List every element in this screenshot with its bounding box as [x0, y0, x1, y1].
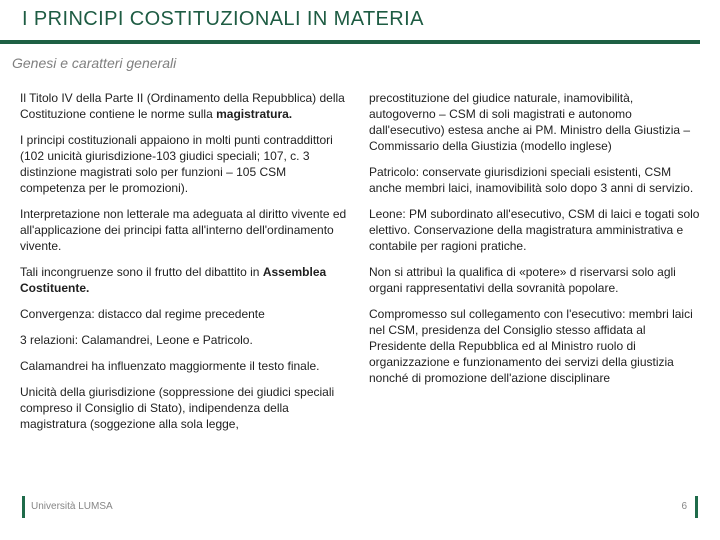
paragraph-text: precostituzione del giudice naturale, inamovibilità, autogoverno – CSM di soli magistrati e autonomo dall'esecutivo) estesa anche ai PM. Ministro della Giustizia – Commissario della Giustizia (modello inglese) — [369, 91, 691, 153]
paragraph-text-bold: Assemblea Costituente. — [20, 265, 327, 295]
paragraph-text: Convergenza: distacco dal regime precedente — [20, 307, 265, 321]
paragraph — [369, 264, 701, 296]
paragraph-text: Compromesso sul collegamento con l'esecutivo: membri laici nel CSM, presidenza del Consiglio stesso affidata al Presidente della Repubblica ed al Ministro ruolo di organizzazione e funzionamento dei servizi della giustizia nonché di promozione dell'azione disciplinare — [369, 307, 693, 385]
paragraph-text: I principi costituzionali appaiono in molti punti contraddittori (102 unicità giurisdizione-103 giudici speciali; 107, c. 3 distinzione magistrati solo per funzioni – 105 CSM competenza per le promozioni). — [20, 133, 333, 195]
slide-title: I PRINCIPI COSTITUZIONALI IN MATERIA — [22, 8, 424, 30]
footer-accent-bar-right — [695, 496, 698, 518]
paragraph-text: Tali incongruenze sono il frutto del dibattito in — [20, 265, 263, 279]
paragraph-text: Non si attribuì la qualifica di «potere» d riservarsi solo agli organi rappresentativi della sovranità popolare. — [369, 265, 676, 295]
paragraph-text: Interpretazione non letterale ma adeguata al diritto vivente ed all'applicazione dei principi fatta all'interno dell'ordinamento vivente. — [20, 207, 347, 253]
paragraph — [369, 90, 701, 154]
paragraph — [20, 384, 352, 432]
paragraph-text: Leone: PM subordinato all'esecutivo, CSM di laici e togati solo elettivo. Conservazione della magistratura amministrativa e contabile per ragioni pratiche. — [369, 207, 700, 253]
paragraph — [20, 332, 352, 348]
paragraph — [20, 264, 352, 296]
paragraph — [369, 306, 701, 386]
slide-subtitle: Genesi e caratteri generali — [12, 55, 177, 71]
paragraph — [20, 132, 352, 196]
title-underline-rule — [0, 40, 700, 44]
paragraph — [369, 164, 701, 196]
footer-accent-bar-left — [22, 496, 25, 518]
paragraph-text: Patricolo: conservate giurisdizioni speciali esistenti, CSM anche membri laici, inamovibilità solo dopo 3 anni di servizio. — [369, 165, 694, 195]
paragraph-text-bold: magistratura. — [216, 107, 293, 121]
paragraph-text: Calamandrei ha influenzato maggiormente il testo finale. — [20, 359, 320, 373]
paragraph — [20, 206, 352, 254]
footer-institution: Università LUMSA — [31, 501, 113, 512]
right-column — [369, 90, 701, 442]
paragraph — [20, 90, 352, 122]
paragraph-text: Il Titolo IV della Parte II (Ordinamento della Repubblica) della Costituzione contiene le norme sulla — [20, 91, 345, 121]
paragraph-text: 3 relazioni: Calamandrei, Leone e Patricolo. — [20, 333, 253, 347]
left-column — [20, 90, 352, 442]
page-number: 6 — [681, 501, 687, 512]
paragraph-text: Unicità della giurisdizione (soppressione dei giudici speciali compreso il Consiglio di Stato), indipendenza della magistratura (soggezione alla sola legge, — [20, 385, 335, 431]
paragraph — [20, 358, 352, 374]
paragraph — [369, 206, 701, 254]
paragraph — [20, 306, 352, 322]
slide-body — [20, 90, 702, 442]
